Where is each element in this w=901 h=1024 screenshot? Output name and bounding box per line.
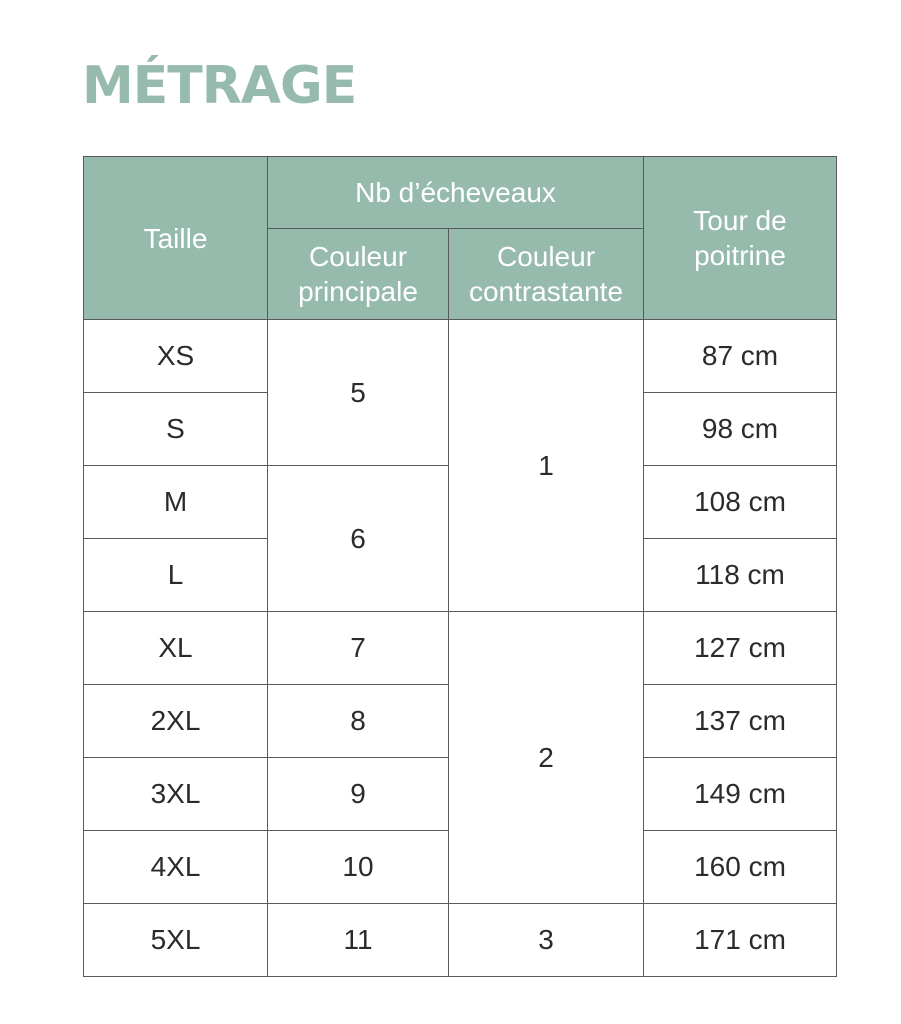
header-couleur-principale: Couleur principale [268,229,449,320]
cell-tour: 118 cm [644,539,837,612]
cell-contrastante: 1 [449,320,644,612]
cell-tour: 127 cm [644,612,837,685]
cell-taille: S [84,393,268,466]
cell-tour: 137 cm [644,685,837,758]
cell-principale: 11 [268,904,449,977]
cell-principale: 6 [268,466,449,612]
cell-taille: 2XL [84,685,268,758]
cell-tour: 98 cm [644,393,837,466]
cell-tour: 149 cm [644,758,837,831]
cell-taille: 4XL [84,831,268,904]
cell-tour: 108 cm [644,466,837,539]
cell-contrastante: 3 [449,904,644,977]
header-couleur-contrastante: Couleur contrastante [449,229,644,320]
table-row [84,904,837,977]
yardage-table [83,156,837,977]
cell-tour: 171 cm [644,904,837,977]
table-row [84,320,837,393]
cell-taille: M [84,466,268,539]
cell-principale: 8 [268,685,449,758]
header-taille: Taille [84,157,268,320]
cell-tour: 160 cm [644,831,837,904]
header-row [84,157,837,229]
cell-principale: 10 [268,831,449,904]
header-nb-echeveaux: Nb d’écheveaux [268,157,644,229]
cell-taille: 5XL [84,904,268,977]
cell-tour: 87 cm [644,320,837,393]
cell-principale: 5 [268,320,449,466]
cell-taille: 3XL [84,758,268,831]
page-title: MÉTRAGE [82,56,357,116]
cell-taille: L [84,539,268,612]
cell-principale: 7 [268,612,449,685]
cell-contrastante: 2 [449,612,644,904]
cell-taille: XL [84,612,268,685]
cell-principale: 9 [268,758,449,831]
table-row [84,612,837,685]
cell-taille: XS [84,320,268,393]
header-tour-de-poitrine: Tour de poitrine [644,157,837,320]
